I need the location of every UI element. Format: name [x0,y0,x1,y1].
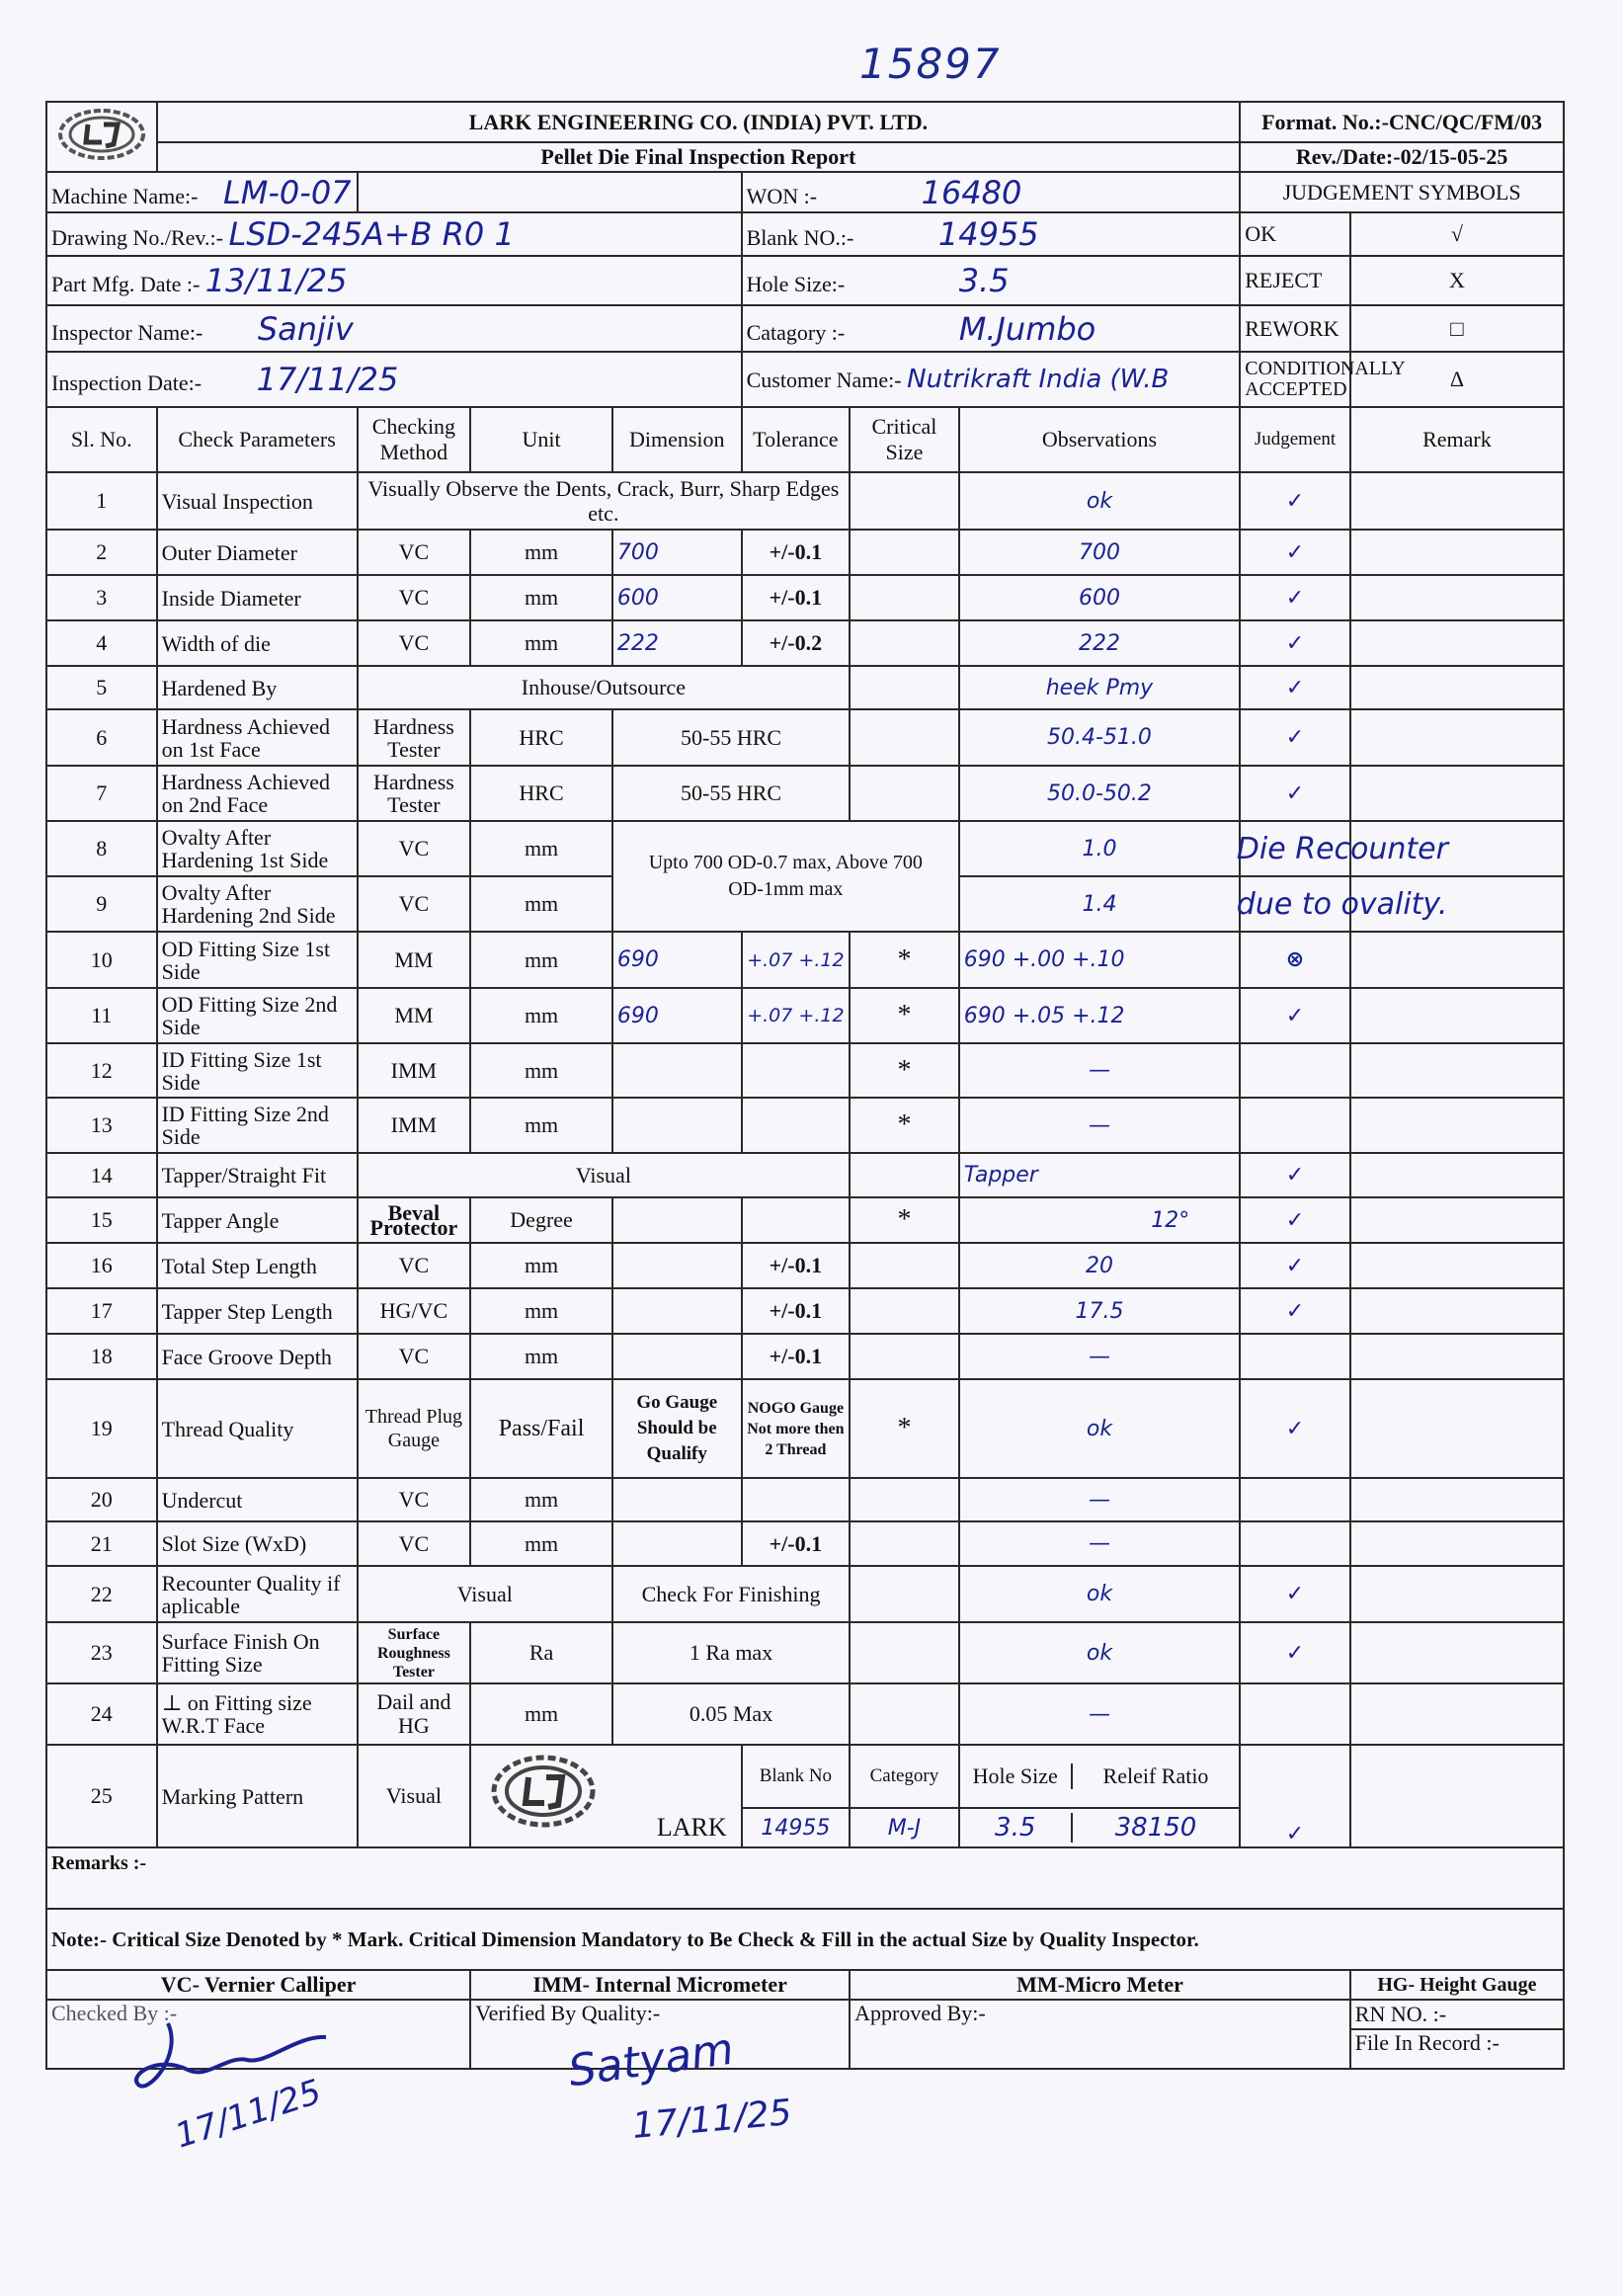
table-row: 13 ID Fitting Size 2nd Side IMM mm * — [46,1098,1564,1153]
col-sl: Sl. No. [46,407,157,472]
remarks-label: Remarks :- [46,1847,1564,1909]
col-param: Check Parameters [157,407,358,472]
table-row: 8 Ovalty After Hardening 1st Side VC mm Upto 700 OD-0.7 max, Above 700 OD-1mm max 1.0 Die Recounter [46,821,1564,876]
customer-name-field: Customer Name:- Nutrikraft India (W.B [742,352,1241,407]
verified-by-signature: Satyam [565,2023,737,2097]
checked-by: Checked By :- [46,2000,470,2069]
company-logo [46,102,157,172]
machine-name-field: Machine Name:- LM-0-07 [46,172,358,212]
hole-relief-values: 3.5 38150 [959,1808,1241,1847]
table-row: 25 Marking Pattern Visual LARK Blank No Category Hole Size Releif Ratio ✓ [46,1745,1564,1808]
judgement-symbols-title: JUDGEMENT SYMBOLS [1240,172,1564,212]
lark-marking-logo-icon [489,1752,598,1831]
rev-date: Rev./Date:-02/15-05-25 [1240,142,1564,172]
table-row: 11 OD Fitting Size 2nd Side MM mm 690 +.07 +.12 * 690 +.05 +.12 ✓ [46,988,1564,1043]
col-method: Checking Method [358,407,471,472]
table-row: 19 Thread Quality Thread Plug Gauge Pass/Fail Go Gauge Should be Qualify NOGO Gauge Not more then 2 Thread * ok ✓ [46,1379,1564,1478]
format-number: Format. No.:-CNC/QC/FM/03 [1240,102,1564,142]
table-row: 24 ⊥ on Fitting size W.R.T Face Dail and HG mm 0.05 Max — [46,1683,1564,1745]
col-tolerance: Tolerance [742,407,851,472]
company-name: LARK ENGINEERING CO. (INDIA) PVT. LTD. [157,102,1241,142]
table-row: 15 Tapper Angle Beval Protector Degree * 12° ✓ [46,1197,1564,1243]
inspection-form [45,101,1565,2070]
inspection-date-field: Inspection Date:- 17/11/25 [46,352,742,407]
symbol-conditional: Δ [1350,352,1564,407]
verified-by-date: 17/11/25 [630,2092,794,2147]
marking-pattern-logo [470,1745,741,1847]
checked-by-date: 17/11/25 [170,2072,327,2157]
lark-logo-icon [56,107,147,162]
blank-no-field: Blank NO.:- 14955 [742,212,1241,256]
hole-size-field: Hole Size:- 3.5 [742,256,1241,305]
critical-note: Note:- Critical Size Denoted by * Mark. Critical Dimension Mandatory to Be Check & Fill in the actual Size by Quality Inspector. [46,1909,1564,1970]
table-row: 22 Recounter Quality if aplicable Visual Check For Finishing ok ✓ [46,1566,1564,1622]
won-field: WON :- 16480 [742,172,1241,212]
table-row: 20 Undercut VC mm — [46,1478,1564,1521]
table-row: 14 Tapper/Straight Fit Visual Tapper ✓ [46,1153,1564,1197]
legend-row: VC- Vernier Calliper IMM- Internal Micrometer MM-Micro Meter HG- Height Gauge [46,1970,1564,2000]
file-in-record: File In Record :- [1350,2029,1564,2069]
table-row: 16 Total Step Length VC mm +/-0.1 20 ✓ [46,1243,1564,1288]
table-row: 7 Hardness Achieved on 2nd Face Hardness Tester HRC 50-55 HRC 50.0-50.2 ✓ [46,766,1564,821]
category-field: Catagory :- M.Jumbo [742,305,1241,352]
table-row: 6 Hardness Achieved on 1st Face Hardness Tester HRC 50-55 HRC 50.4-51.0 ✓ [46,709,1564,766]
table-row: 18 Face Groove Depth VC mm +/-0.1 — [46,1334,1564,1379]
table-row: 23 Surface Finish On Fitting Size Surface Roughness Tester Ra 1 Ra max ok ✓ [46,1622,1564,1683]
table-row: 14955 M-J 3.5 38150 [46,1808,1564,1847]
drawing-no-field: Drawing No./Rev.:- LSD-245A+B R0 1 [46,212,742,256]
col-unit: Unit [470,407,612,472]
col-judgement: Judgement [1240,407,1350,472]
rn-no: RN NO. :- [1350,2000,1564,2029]
symbol-rework: □ [1350,305,1564,352]
col-dimension: Dimension [612,407,742,472]
table-row: 10 OD Fitting Size 1st Side MM mm 690 +.07 +.12 * 690 +.00 +.10 ⊗ [46,932,1564,988]
report-title: Pellet Die Final Inspection Report [157,142,1241,172]
column-headers [46,407,1564,472]
symbol-reject: X [1350,256,1564,305]
col-remark: Remark [1350,407,1564,472]
inspector-name-field: Inspector Name:- Sanjiv [46,305,742,352]
table-row: 9 Ovalty After Hardening 2nd Side VC mm 1.4 due to ovality. [46,876,1564,932]
table-row: 12 ID Fitting Size 1st Side IMM mm * — [46,1043,1564,1098]
col-critical: Critical Size [850,407,959,472]
col-observations: Observations [959,407,1241,472]
table-row: 17 Tapper Step Length HG/VC mm +/-0.1 17.5 ✓ [46,1288,1564,1334]
hole-relief-header: Hole Size Releif Ratio [959,1745,1241,1808]
table-row: 5 Hardened By Inhouse/Outsource heek Pmy ✓ [46,666,1564,709]
symbol-conditional-label: CONDITIONALLY ACCEPTED [1240,352,1350,407]
verified-by: Verified By Quality:- [470,2000,850,2069]
table-row: 2 Outer Diameter VC mm 700 +/-0.1 700 ✓ [46,530,1564,575]
approved-by: Approved By:- [850,2000,1350,2069]
table-row: 3 Inside Diameter VC mm 600 +/-0.1 600 ✓ [46,575,1564,620]
symbol-ok-label: OK [1240,212,1350,256]
symbol-ok: √ [1350,212,1564,256]
lark-text: LARK [656,1813,727,1842]
symbol-rework-label: REWORK [1240,305,1350,352]
table-row: 1 Visual Inspection Visually Observe the Dents, Crack, Burr, Sharp Edges etc. ok ✓ [46,472,1564,530]
symbol-reject-label: REJECT [1240,256,1350,305]
table-row: 4 Width of die VC mm 222 +/-0.2 222 ✓ [46,620,1564,666]
table-row: 21 Slot Size (WxD) VC mm +/-0.1 — [46,1521,1564,1566]
part-mfg-date-field: Part Mfg. Date :- 13/11/25 [46,256,742,305]
handwritten-top-number: 15897 [859,40,1002,88]
